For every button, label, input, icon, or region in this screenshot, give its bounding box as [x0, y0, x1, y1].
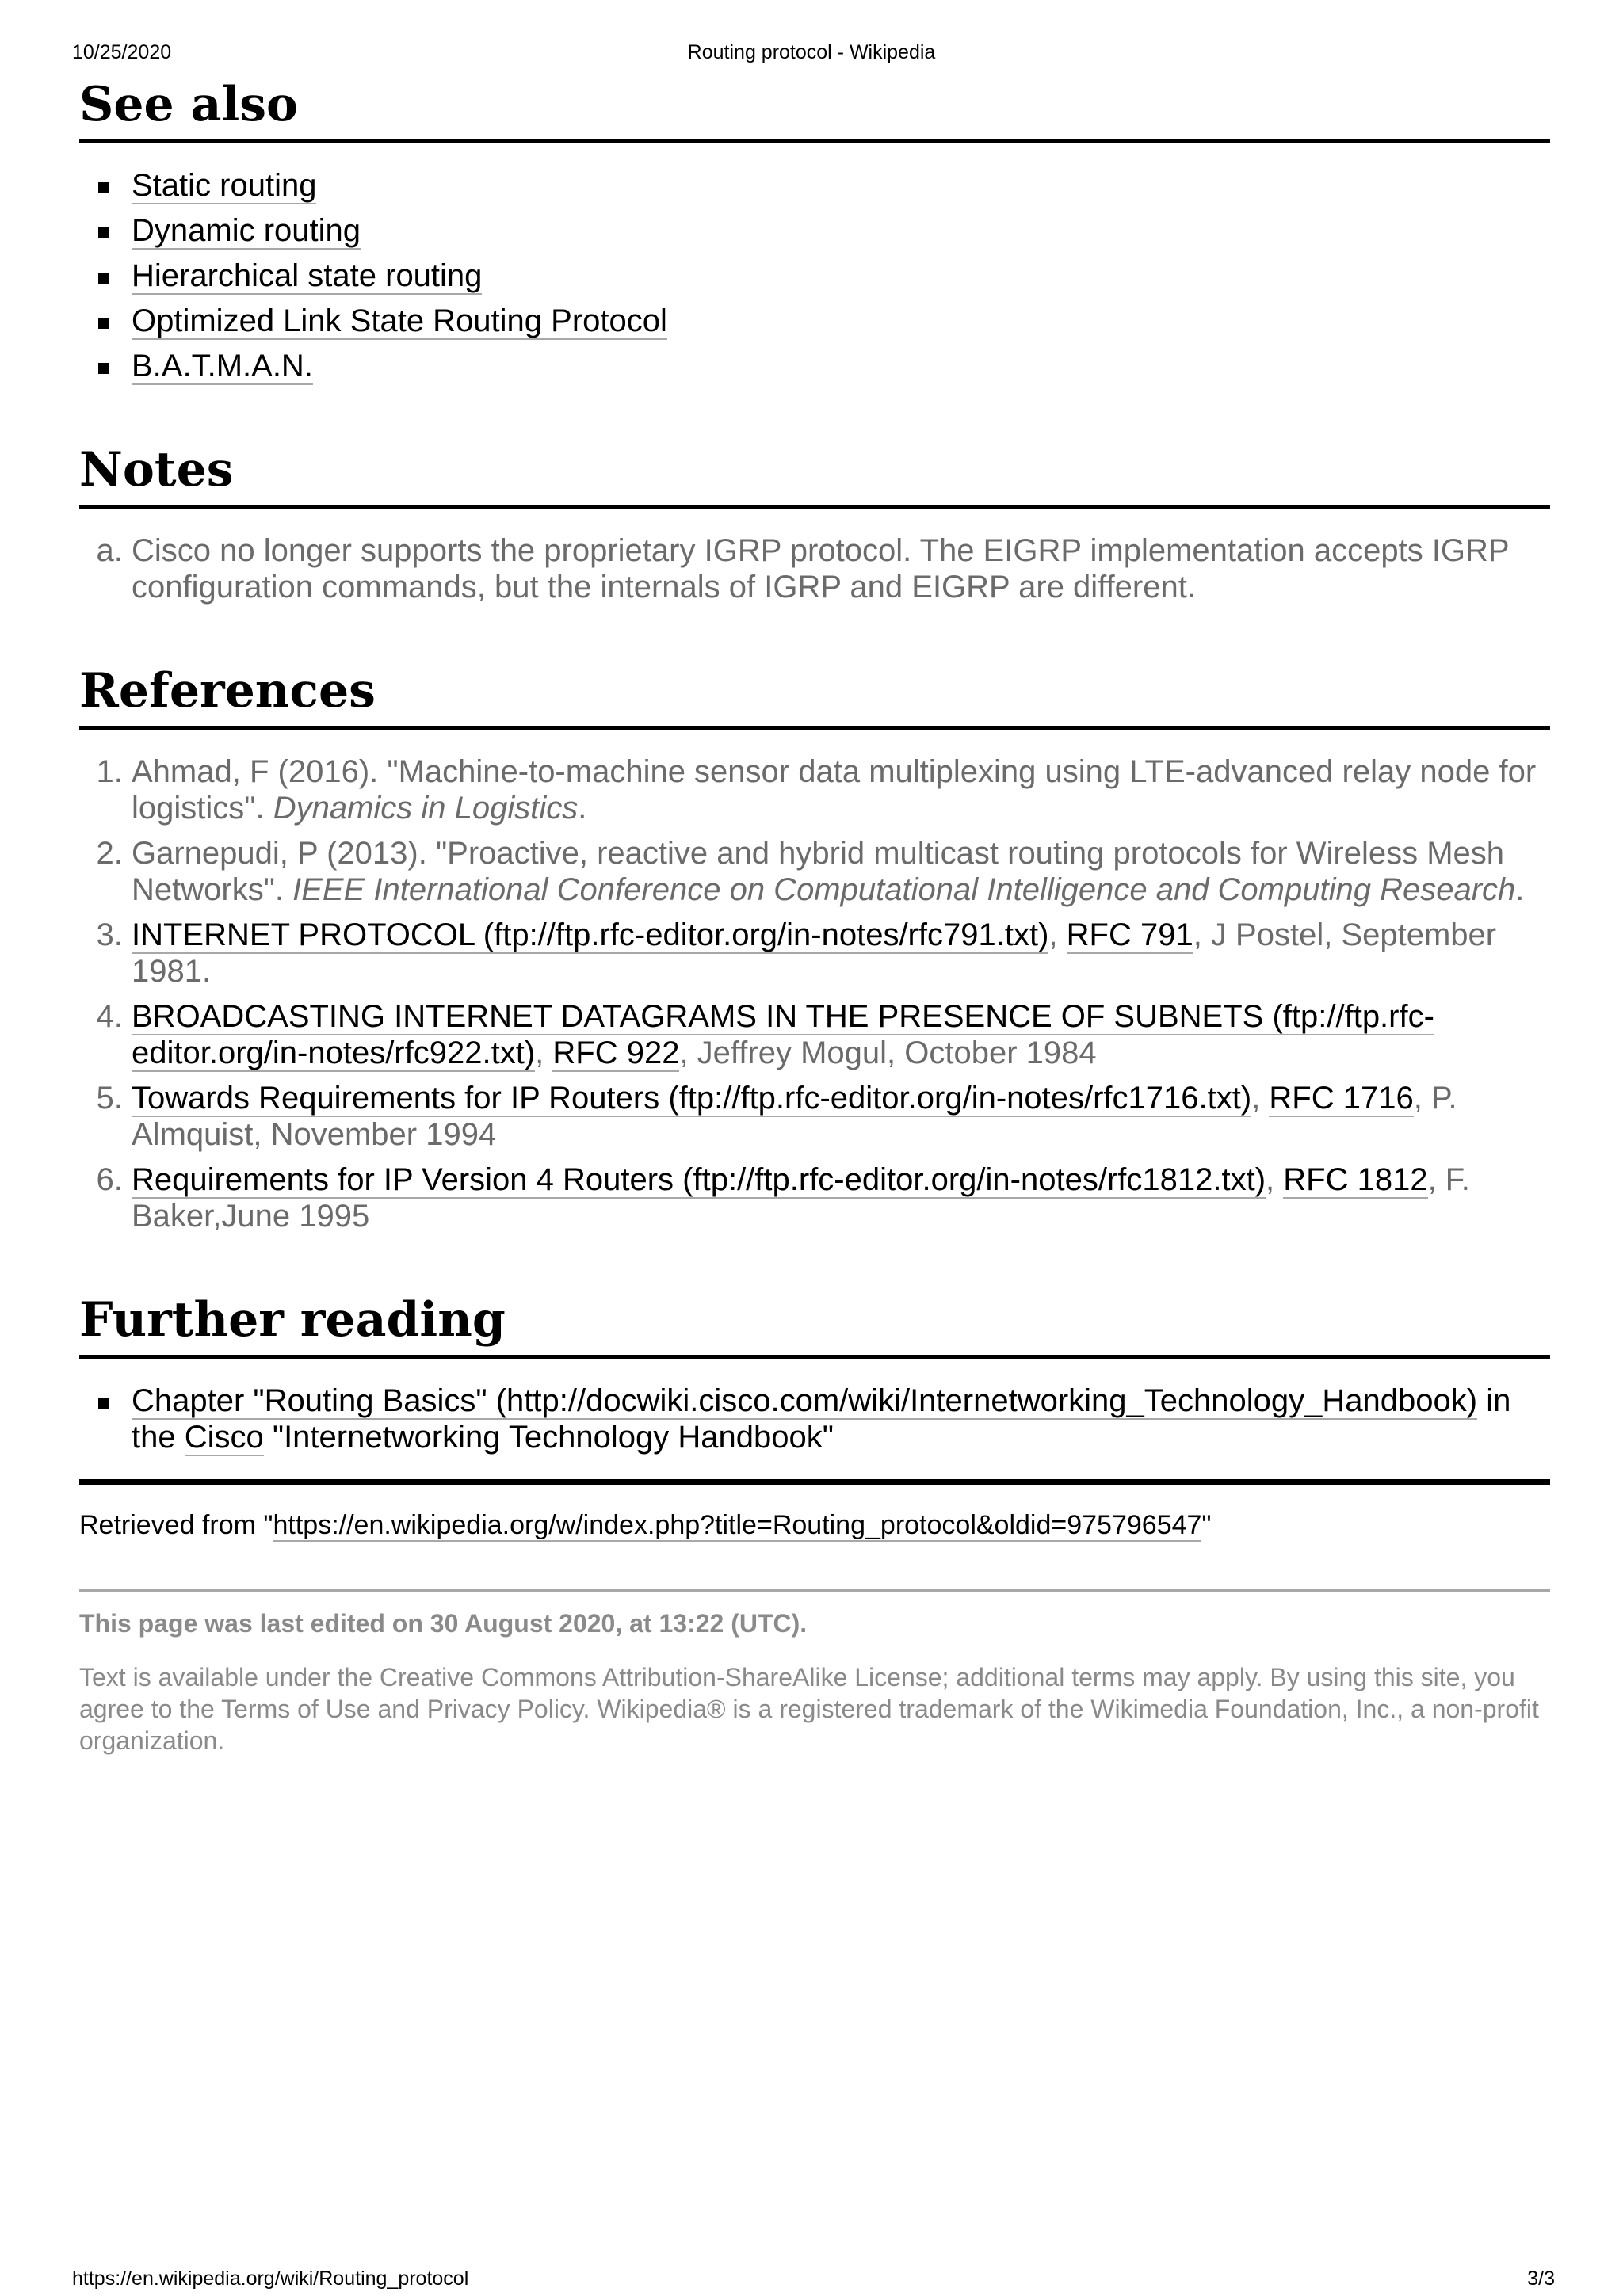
license-text: Text is available under the Creative Commons Attribution-ShareAlike License; additional terms may apply. By using this site, you agree to the Terms of Use and Privacy Policy. Wikipedia® is a registered trademark of the Wikimedia Foundation, Inc., a non-profit organization. — [79, 1663, 1539, 1755]
see-also-link[interactable]: Dynamic routing — [132, 213, 361, 248]
footer-divider — [79, 1589, 1550, 1592]
list-item — [132, 257, 1550, 294]
reference-item: 3. INTERNET PROTOCOL (ftp://ftp.rfc-editor.org/in-notes/rfc791.txt), RFC 791, J Postel, September 1981. — [132, 917, 1550, 990]
print-date: 10/25/2020 — [72, 41, 172, 63]
reference-item — [132, 835, 1550, 908]
rfc-link[interactable]: RFC 1716 — [1269, 1081, 1414, 1116]
last-edited-info: This page was last edited on 30 August 2020, at 13:22 (UTC). — [79, 1609, 808, 1638]
see-also-list — [79, 167, 1550, 384]
reference-end: . — [1515, 872, 1525, 907]
note-item: a. Cisco no longer supports the proprietary IGRP protocol. The EIGRP implementation accepts IGRP configuration commands, but the internals of IGRP and EIGRP are different. — [132, 532, 1550, 605]
print-header — [0, 41, 1623, 68]
list-item — [132, 303, 1550, 339]
list-item — [132, 212, 1550, 249]
print-page-title: Routing protocol - Wikipedia — [687, 41, 936, 63]
reference-rest: , P. Almquist, November 1994 — [132, 1081, 1457, 1152]
reference-text: Garnepudi, P (2013). "Proactive, reactive and hybrid multicast routing protocols for Wireless Mesh Networks". — [132, 836, 1505, 907]
cisco-link[interactable]: Cisco — [184, 1420, 264, 1455]
see-also-link[interactable]: Static routing — [132, 168, 317, 203]
notes-section — [79, 441, 1550, 605]
see-also-link[interactable]: B.A.T.M.A.N. — [132, 349, 313, 383]
reference-publication: IEEE International Conference on Computational Intelligence and Computing Research — [292, 872, 1516, 907]
references-section — [79, 662, 1550, 1234]
reference-text: Ahmad, F (2016). "Machine-to-machine sensor data multiplexing using LTE-advanced relay node for logistics". — [132, 754, 1537, 826]
content-end-divider — [79, 1479, 1550, 1485]
further-in-the: in the — [132, 1383, 1511, 1455]
print-url: https://en.wikipedia.org/wiki/Routing_protocol — [72, 2267, 469, 2290]
reference-item: 5. Towards Requirements for IP Routers (ftp://ftp.rfc-editor.org/in-notes/rfc1716.txt), RFC 1716, P. Almquist, November 1994 — [132, 1080, 1550, 1153]
references-list — [79, 753, 1550, 1234]
see-also-link[interactable]: Optimized Link State Routing Protocol — [132, 303, 667, 338]
article-content — [79, 76, 1550, 1756]
reference-item: 6. Requirements for IP Version 4 Routers (ftp://ftp.rfc-editor.org/in-notes/rfc1812.txt), RFC 1812, F. Baker,June 1995 — [132, 1161, 1550, 1234]
rfc-link[interactable]: RFC 922 — [552, 1035, 680, 1070]
list-item — [132, 167, 1550, 204]
reference-publication: Dynamics in Logistics — [273, 791, 579, 826]
references-heading: References — [79, 662, 1550, 730]
reference-rest: , F. Baker,June 1995 — [132, 1162, 1470, 1234]
retrieved-from — [79, 1508, 1550, 1542]
handbook-title: "Internetworking Technology Handbook" — [263, 1420, 834, 1455]
reference-link[interactable]: BROADCASTING INTERNET DATAGRAMS IN THE PRESENCE OF SUBNETS (ftp://ftp.rfc-editor.org/in-notes/rfc922.txt) — [132, 999, 1434, 1070]
reference-item: 4. BROADCASTING INTERNET DATAGRAMS IN THE PRESENCE OF SUBNETS (ftp://ftp.rfc-editor.org/in-notes/rfc922.txt), RFC 922, Jeffrey Mogul, October 1984 — [132, 998, 1550, 1071]
retrieved-suffix: " — [1201, 1510, 1212, 1540]
reference-item — [132, 753, 1550, 826]
reference-rest: , Jeffrey Mogul, October 1984 — [679, 1035, 1097, 1070]
further-reading-section — [79, 1291, 1550, 1455]
list-item — [132, 1383, 1550, 1455]
further-reading-list — [79, 1383, 1550, 1455]
routing-basics-link[interactable]: Chapter "Routing Basics" (http://docwiki.cisco.com/wiki/Internetworking_Technology_Handbook) — [132, 1383, 1478, 1418]
notes-heading: Notes — [79, 441, 1550, 509]
reference-link[interactable]: Requirements for IP Version 4 Routers (ftp://ftp.rfc-editor.org/in-notes/rfc1812.txt) — [132, 1162, 1266, 1197]
reference-end: . — [578, 791, 587, 826]
print-footer — [0, 2267, 1623, 2294]
see-also-section — [79, 76, 1550, 384]
list-item — [132, 348, 1550, 384]
reference-rest: , J Postel, September 1981. — [132, 917, 1497, 989]
retrieved-prefix: Retrieved from " — [79, 1510, 273, 1540]
further-reading-heading: Further reading — [79, 1291, 1550, 1359]
see-also-link[interactable]: Hierarchical state routing — [132, 258, 483, 293]
notes-list — [79, 532, 1550, 605]
rfc-link[interactable]: RFC 1812 — [1283, 1162, 1428, 1197]
reference-link[interactable]: Towards Requirements for IP Routers (ftp://ftp.rfc-editor.org/in-notes/rfc1716.txt) — [132, 1081, 1252, 1116]
rfc-link[interactable]: RFC 791 — [1066, 917, 1193, 952]
print-page-number: 3/3 — [1527, 2267, 1555, 2290]
retrieved-link[interactable]: https://en.wikipedia.org/w/index.php?title=Routing_protocol&oldid=975796547 — [273, 1510, 1202, 1540]
see-also-heading: See also — [79, 76, 1550, 143]
reference-link[interactable]: INTERNET PROTOCOL (ftp://ftp.rfc-editor.org/in-notes/rfc791.txt) — [132, 917, 1049, 952]
